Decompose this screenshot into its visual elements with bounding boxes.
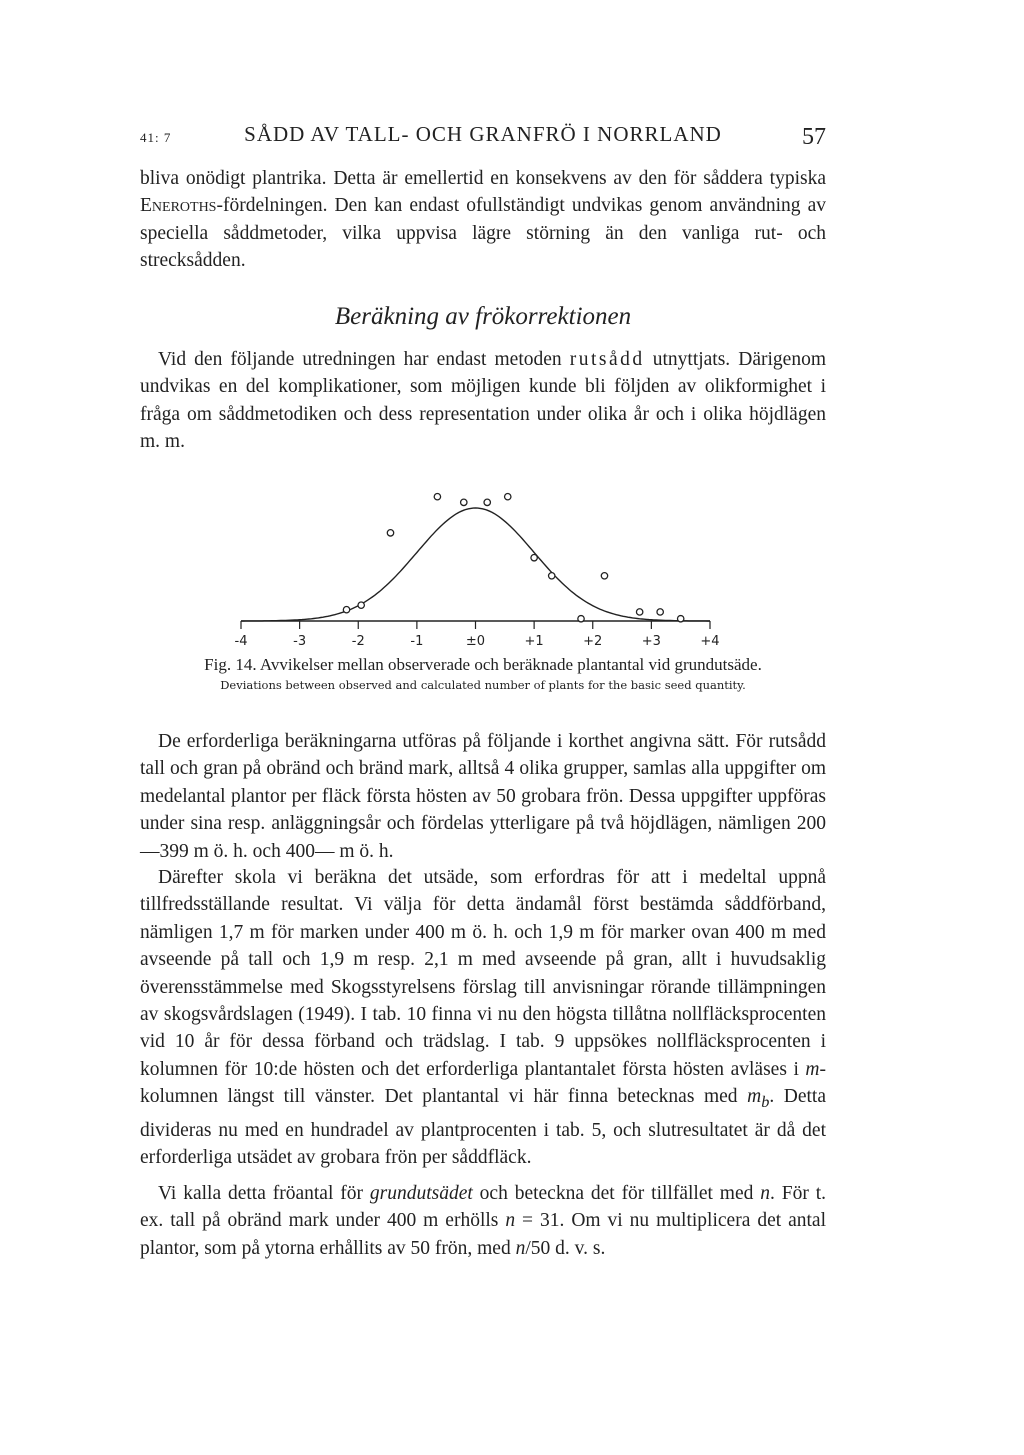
author-name: Eneroths	[140, 195, 217, 217]
paragraph-1-text-a: bliva onödigt plantrika. Detta är emellertid en konsekvens av den för såddera typiska	[140, 168, 826, 189]
observed-point	[505, 494, 511, 500]
x-tick-label: ±0	[465, 634, 486, 649]
x-tick-labels	[235, 634, 720, 649]
observed-point	[636, 609, 642, 615]
x-tick-label: +4	[700, 634, 720, 649]
symbol-mb-sub: b	[761, 1093, 770, 1112]
x-tick-label: +2	[583, 634, 603, 649]
symbol-n: n	[505, 1210, 516, 1232]
paragraph-4-text-a: Därefter skola vi beräkna det utsäde, som erfordras för att i medeltal uppnå tillfredsställande resultat. Vi välja för detta ändamål först bestämda såddförband, nämligen 1,7 m för marken under 400 m ö. h. och 1,9 m för marker ovan 400 m med avseende på tall och 1,9 m resp. 2,1 m med avseende på gran, allt i huvudsaklig överensstämmelse med Skogsstyrelsens förslag till anvisningar rörande tillämpningen av skogsvårdslagen (1949). I tab. 10 finna vi nu den högsta tillåtna nollfläcksprocenten vid 10 år för dessa förband och trädslag. I tab. 9 uppsökes nollfläcksprocenten i kolumnen för 10:de hösten och det erforderliga plantantalet första hösten avläses i	[140, 867, 826, 1080]
paragraph-5-text-a: Vi kalla detta fröantal för	[158, 1183, 370, 1204]
paragraph-1-text-b: -fördelningen. Den kan endast ofullständigt undvikas genom användning av speciella såddmetoder, vilka uppvisa lägre störning än den vanliga rut- och strecksådden.	[140, 195, 826, 272]
paragraph-3-text: De erforderliga beräkningarna utföras på följande i korthet angivna sätt. För rutsådd tall och gran på obränd och bränd mark, alltså 4 olika grupper, samlas alla uppgifter om medelantal plantor per fläck första hösten av 50 grobara frön. Dessa uppgifter uppföras under sina resp. anläggningsår och fördelas ytterligare på två höjdlägen, nämligen 200—399 m ö. h. och 400— m ö. h.	[140, 731, 826, 862]
paragraph-5-text-c: . För t. ex. tall på obränd mark under 400 m erhölls	[140, 1183, 826, 1232]
section-heading: Beräkning av frökorrektionen	[334, 303, 632, 330]
observed-point	[601, 573, 607, 579]
paragraph-5-text-e: /50 d. v. s.	[525, 1237, 606, 1259]
observed-point	[657, 609, 663, 615]
caption-swedish: Fig. 14. Avvikelser mellan observerade och beräknade plantantal vid grundutsäde.	[204, 655, 762, 674]
observed-point	[358, 602, 364, 608]
figure-caption	[140, 654, 826, 694]
calculated-curve	[241, 508, 710, 621]
paragraph-4	[140, 864, 826, 1171]
observed-point	[461, 499, 467, 505]
observed-points	[343, 494, 684, 622]
symbol-m: m	[805, 1058, 820, 1080]
observed-point	[578, 616, 584, 622]
observed-point	[549, 573, 555, 579]
method-name: rutsådd	[569, 349, 645, 370]
paragraph-5	[140, 1180, 826, 1262]
running-title: SÅDD AV TALL- OCH GRANFRÖ I NORRLAND	[244, 122, 722, 146]
paragraph-4-text-b: -kolumnen längst till vänster. Det plantantal vi här finna betecknas med	[140, 1058, 826, 1108]
x-tick-label: -1	[410, 634, 424, 649]
x-tick-label: -3	[293, 634, 307, 649]
observed-point	[677, 616, 683, 622]
symbol-n: n	[760, 1183, 770, 1204]
observed-point	[434, 494, 440, 500]
paragraph-2-text-b: utnyttjats. Därigenom undvikas en del komplikationer, som möjligen kunde bli följden av olikformighet i fråga om såddmetodiken och dess representation under olika år och i olika höjdlägen m. m.	[140, 349, 826, 453]
deviation-chart	[0, 0, 1024, 660]
term-grundutsadet: grundutsädet	[369, 1183, 473, 1204]
paragraph-5-text-d: = 31. Om vi nu multiplicera det antal plantor, som på ytorna erhållits av 50 frön, med	[140, 1210, 826, 1259]
observed-point	[387, 530, 393, 536]
x-tick-label: -4	[234, 634, 248, 649]
paragraph-3	[140, 728, 826, 865]
observed-point	[484, 499, 490, 505]
series-number: 41: 7	[140, 130, 172, 145]
caption-english: Deviations between observed and calculated number of plants for the basic seed quantity.	[220, 678, 746, 692]
symbol-mb	[747, 1086, 770, 1112]
symbol-n: n	[515, 1237, 526, 1259]
observed-point	[531, 555, 537, 561]
paragraph-5-text-b: och beteckna det för tillfället med	[472, 1183, 761, 1204]
page-number: 57	[802, 124, 826, 150]
x-tick-label: +3	[641, 634, 661, 649]
x-tick-label: -2	[351, 634, 365, 649]
x-tick-label: +1	[524, 634, 544, 649]
paragraph-2-text-a: Vid den följande utredningen har endast metoden	[158, 349, 570, 370]
observed-point	[343, 607, 349, 613]
x-axis	[241, 621, 710, 629]
paragraph-4-text-c: . Detta divideras nu med en hundradel av plantprocenten i tab. 5, och slutresultatet är då det erforderliga utsädet av grobara frön per såddfläck.	[140, 1086, 826, 1168]
symbol-mb-base: m	[747, 1086, 762, 1108]
